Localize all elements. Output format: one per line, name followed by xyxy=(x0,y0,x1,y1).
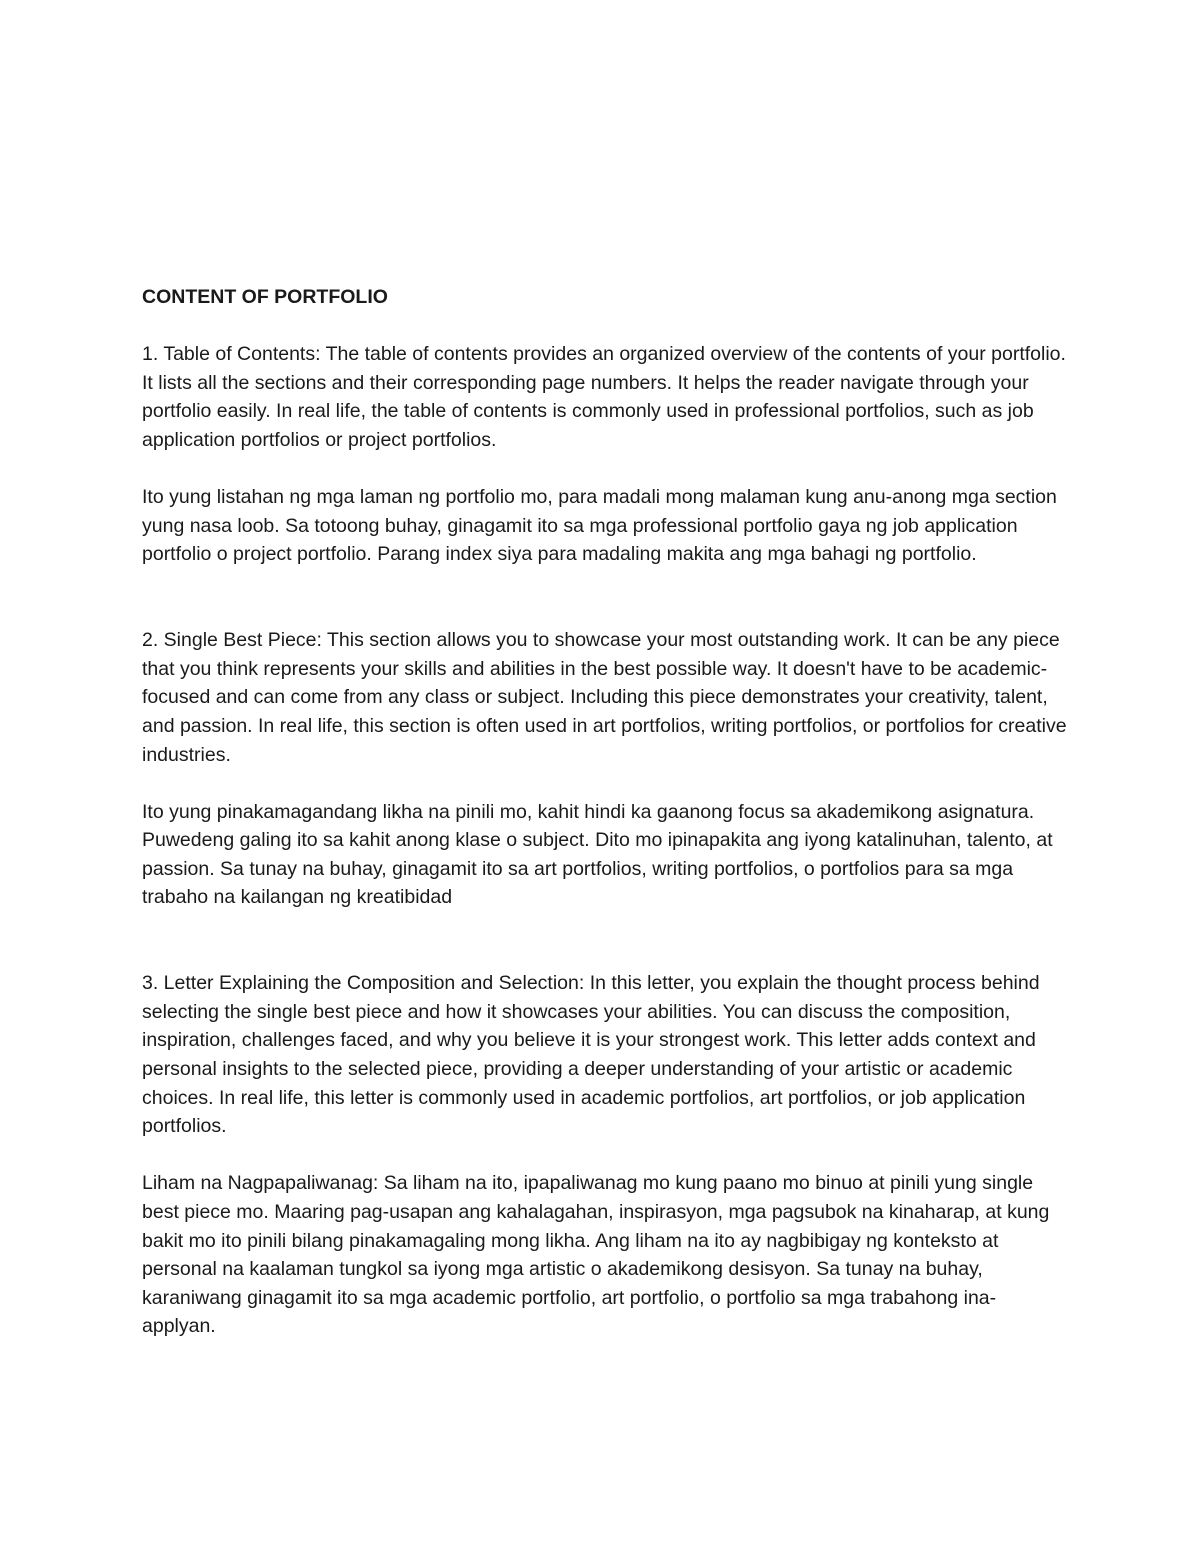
section-2-english-paragraph: 2. Single Best Piece: This section allows you to showcase your most outstanding work. It can be any piece that you think represents your skills and abilities in the best possible way. It doesn't have to be academic-focused and can come from any class or subject. Including this piece demonstrates your creativity, talent, and passion. In real life, this section is often used in art portfolios, writing portfolios, or portfolios for creative industries. xyxy=(142,629,1067,766)
section-1-english-paragraph: 1. Table of Contents: The table of contents provides an organized overview of the contents of your portfolio. It lists all the sections and their corresponding page numbers. It helps the reader navigate through your portfolio easily. In real life, the table of contents is commonly used in professional portfolios, such as job application portfolios or project portfolios. xyxy=(142,343,1066,451)
section-spacer xyxy=(142,912,1067,969)
section-1-filipino-paragraph: Ito yung listahan ng mga laman ng portfolio mo, para madali mong malaman kung anu-anong mga section yung nasa loob. Sa totoong buhay, ginagamit ito sa mga professional portfolio gaya ng job application portfolio o project portfolio. Parang index siya para madaling makita ang mga bahagi ng portfolio. xyxy=(142,486,1057,566)
document-body xyxy=(142,283,1067,1341)
section-3-english-paragraph: 3. Letter Explaining the Composition and Selection: In this letter, you explain the thought process behind selecting the single best piece and how it showcases your abilities. You can discuss the composition, inspiration, challenges faced, and why you believe it is your strongest work. This letter adds context and personal insights to the selected piece, providing a deeper understanding of your artistic or academic choices. In real life, this letter is commonly used in academic portfolios, art portfolios, or job application portfolios. xyxy=(142,972,1040,1138)
section-spacer xyxy=(142,569,1067,626)
paragraph-spacer xyxy=(142,769,1067,798)
paragraph-spacer xyxy=(142,455,1067,484)
paragraph-spacer xyxy=(142,1141,1067,1170)
section-2-filipino-paragraph: Ito yung pinakamagandang likha na pinili mo, kahit hindi ka gaanong focus sa akademikong asignatura. Puwedeng galing ito sa kahit anong klase o subject. Dito mo ipinapakita ang iyong katalinuhan, talento, at passion. Sa tunay na buhay, ginagamit ito sa art portfolios, writing portfolios, o portfolios para sa mga trabaho na kailangan ng kreatibidad xyxy=(142,800,1053,909)
section-3-filipino-paragraph: Liham na Nagpapaliwanag: Sa liham na ito, ipapaliwanag mo kung paano mo binuo at pinili yung single best piece mo. Maaring pag-usapan ang kahalagahan, inspirasyon, mga pagsubok na kinaharap, at kung bakit mo ito pinili bilang pinakamagaling mong likha. Ang liham na ito ay nagbibigay ng konteksto at personal na kaalaman tungkol sa iyong mga artistic o akademikong desisyon. Sa tunay na buhay, karaniwang ginagamit ito sa mga academic portfolio, art portfolio, o portfolio sa mga trabahong ina-applyan. xyxy=(142,1172,1050,1338)
document-title: CONTENT OF PORTFOLIO xyxy=(142,286,388,308)
